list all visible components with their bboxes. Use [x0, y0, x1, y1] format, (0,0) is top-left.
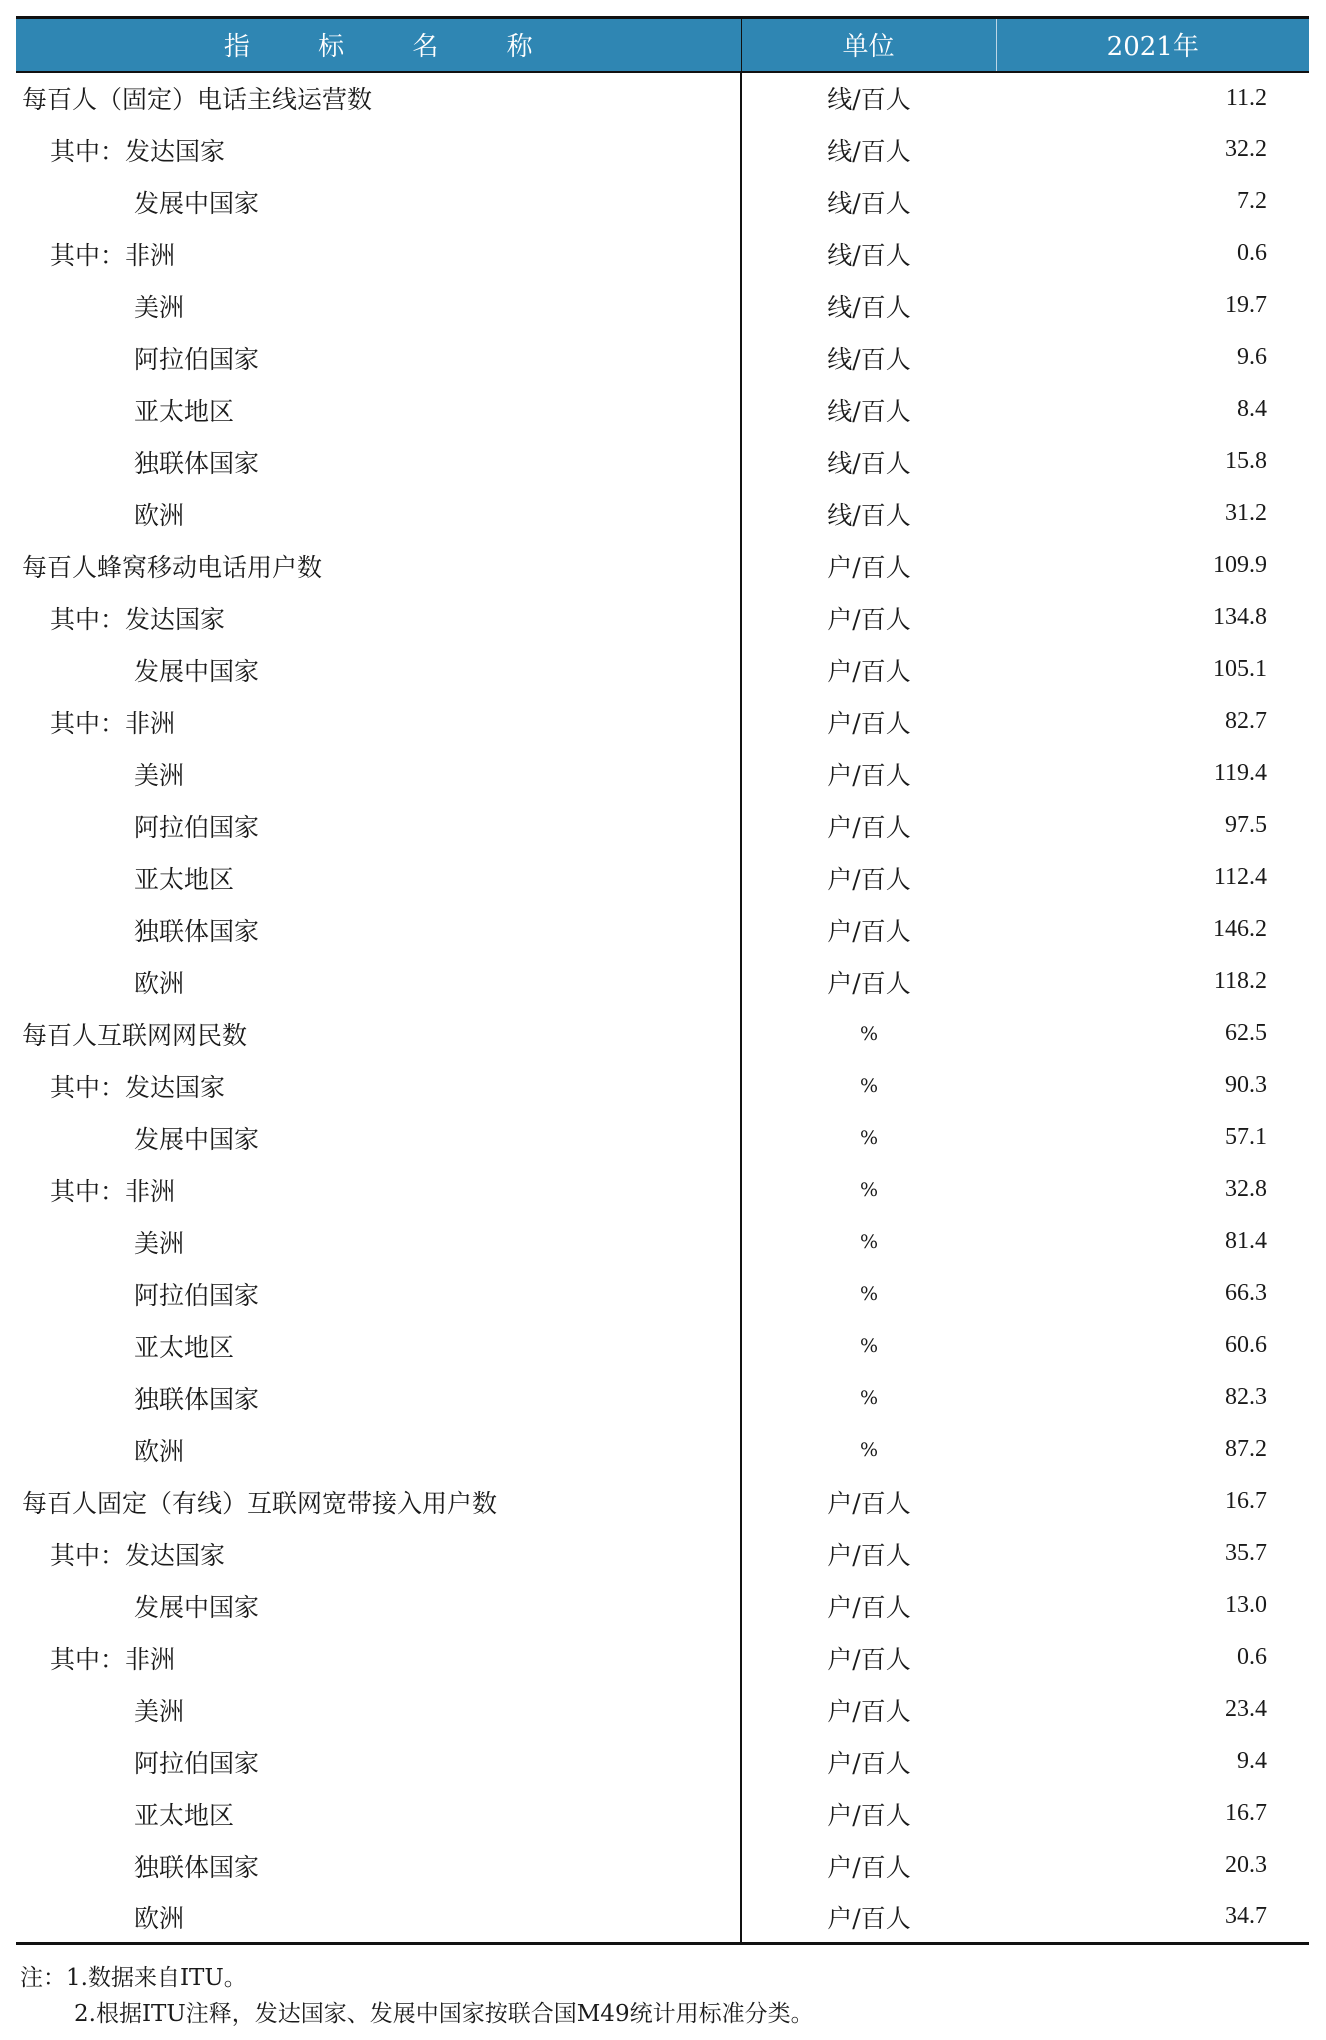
header-row	[16, 18, 1309, 72]
header-year: 2021年	[996, 18, 1309, 72]
value-cell: 87.2	[1225, 1436, 1267, 1462]
indicator-name: 阿拉伯国家	[134, 812, 260, 842]
header-indicator-name: 指 标 名 称	[16, 18, 741, 72]
table-row	[16, 1632, 1309, 1684]
value-cell: 105.1	[1213, 656, 1267, 682]
unit-cell: %	[741, 1060, 996, 1112]
unit-cell: 户/百人	[741, 1580, 996, 1632]
table-row	[16, 124, 1309, 176]
unit-cell: 户/百人	[741, 1684, 996, 1736]
indicator-name: 阿拉伯国家	[134, 1280, 260, 1310]
value-cell: 66.3	[1225, 1280, 1267, 1306]
table-row	[16, 800, 1309, 852]
value-cell: 32.8	[1225, 1176, 1267, 1202]
indicator-name: 美洲	[134, 1696, 185, 1726]
value-cell: 109.9	[1213, 552, 1267, 578]
table-row	[16, 1840, 1309, 1892]
indicator-name: 发展中国家	[134, 188, 260, 218]
value-cell: 23.4	[1225, 1696, 1267, 1722]
indicator-name: 每百人（固定）电话主线运营数	[22, 85, 373, 114]
indicator-name: 欧洲	[134, 1436, 185, 1466]
value-cell: 16.7	[1225, 1488, 1267, 1514]
value-cell: 97.5	[1225, 812, 1267, 838]
value-cell: 16.7	[1225, 1800, 1267, 1826]
value-cell: 119.4	[1213, 760, 1267, 786]
value-cell: 13.0	[1225, 1592, 1267, 1618]
table-row	[16, 1892, 1309, 1944]
value-cell: 31.2	[1225, 500, 1267, 526]
indicator-name: 其中：非洲	[50, 708, 176, 738]
table-row	[16, 1424, 1309, 1476]
header-unit: 单位	[741, 18, 996, 72]
value-cell: 9.6	[1237, 344, 1267, 370]
value-cell: 34.7	[996, 1892, 1309, 1944]
table-row	[16, 1528, 1309, 1580]
unit-cell: %	[741, 1372, 996, 1424]
table-row	[16, 748, 1309, 800]
unit-cell: 户/百人	[741, 644, 996, 696]
indicator-name: 独联体国家	[134, 1852, 260, 1882]
value-cell: 20.3	[1225, 1852, 1267, 1878]
table-row	[16, 332, 1309, 384]
unit-cell: 线/百人	[741, 72, 996, 124]
table-row	[16, 176, 1309, 228]
unit-cell: 线/百人	[741, 436, 996, 488]
unit-cell: 户/百人	[741, 592, 996, 644]
indicator-name: 其中：发达国家	[50, 1072, 226, 1102]
value-cell: 7.2	[1237, 188, 1267, 214]
table-notes	[20, 1960, 814, 2032]
unit-cell: 户/百人	[741, 1892, 996, 1944]
table-row	[16, 644, 1309, 696]
unit-cell: 线/百人	[741, 176, 996, 228]
table-row	[16, 1320, 1309, 1372]
value-cell: 112.4	[1213, 864, 1267, 890]
note-line-1: 注：1.数据来自ITU。	[20, 1965, 247, 1991]
unit-cell: 户/百人	[741, 1632, 996, 1684]
indicator-name: 美洲	[134, 1228, 185, 1258]
table-row	[16, 280, 1309, 332]
value-cell: 118.2	[1213, 968, 1267, 994]
indicator-name: 亚太地区	[134, 864, 235, 894]
indicator-name: 亚太地区	[134, 1800, 235, 1830]
value-cell: 8.4	[1237, 396, 1267, 422]
value-cell: 11.2	[1225, 84, 1267, 111]
indicator-name: 其中：发达国家	[50, 604, 226, 634]
table-row	[16, 1476, 1309, 1528]
indicator-name: 其中：发达国家	[50, 1540, 226, 1570]
indicator-name: 独联体国家	[134, 916, 260, 946]
table-row	[16, 384, 1309, 436]
unit-cell: %	[741, 1320, 996, 1372]
unit-cell: 线/百人	[741, 384, 996, 436]
table-row	[16, 1372, 1309, 1424]
indicator-name: 独联体国家	[134, 1384, 260, 1414]
indicator-name: 美洲	[134, 292, 185, 322]
table-row	[16, 696, 1309, 748]
unit-cell: %	[741, 1008, 996, 1060]
table-row	[16, 72, 1309, 124]
indicator-name: 其中：非洲	[50, 1644, 176, 1674]
indicator-name: 阿拉伯国家	[134, 1748, 260, 1778]
unit-cell: 户/百人	[741, 800, 996, 852]
table-row	[16, 1736, 1309, 1788]
unit-cell: 户/百人	[741, 1840, 996, 1892]
value-cell: 32.2	[1225, 136, 1267, 162]
unit-cell: 线/百人	[741, 280, 996, 332]
table-row	[16, 1580, 1309, 1632]
value-cell: 57.1	[1225, 1124, 1267, 1150]
indicator-name: 亚太地区	[134, 396, 235, 426]
indicator-name: 欧洲	[134, 968, 185, 998]
unit-cell: %	[741, 1164, 996, 1216]
unit-cell: 户/百人	[741, 904, 996, 956]
unit-cell: 户/百人	[741, 1476, 996, 1528]
indicator-name: 每百人互联网网民数	[22, 1020, 248, 1050]
indicator-name: 欧洲	[16, 1892, 741, 1944]
unit-cell: 线/百人	[741, 228, 996, 280]
unit-cell: 户/百人	[741, 696, 996, 748]
table-row	[16, 1008, 1309, 1060]
value-cell: 0.6	[1237, 1644, 1267, 1670]
value-cell: 82.3	[1225, 1384, 1267, 1410]
unit-cell: 户/百人	[741, 1528, 996, 1580]
table-row	[16, 956, 1309, 1008]
table-header	[16, 18, 1309, 72]
value-cell: 60.6	[1225, 1332, 1267, 1358]
note-line-2: 2.根据ITU注释，发达国家、发展中国家按联合国M49统计用标准分类。	[74, 2001, 814, 2027]
unit-cell: 线/百人	[741, 124, 996, 176]
unit-cell: 线/百人	[741, 488, 996, 540]
table-row	[16, 1684, 1309, 1736]
value-cell: 81.4	[1225, 1228, 1267, 1254]
unit-cell: 户/百人	[741, 956, 996, 1008]
unit-cell: %	[741, 1216, 996, 1268]
table-body	[16, 72, 1309, 1944]
indicator-name: 每百人固定（有线）互联网宽带接入用户数	[22, 1488, 498, 1518]
value-cell: 9.4	[1237, 1748, 1267, 1774]
indicator-name: 独联体国家	[134, 448, 260, 478]
indicator-name: 美洲	[134, 760, 185, 790]
unit-cell: 户/百人	[741, 852, 996, 904]
value-cell: 146.2	[1213, 916, 1267, 942]
indicator-name: 其中：发达国家	[50, 136, 226, 166]
table-row	[16, 436, 1309, 488]
unit-cell: %	[741, 1112, 996, 1164]
indicator-name: 亚太地区	[134, 1332, 235, 1362]
unit-cell: 线/百人	[741, 332, 996, 384]
value-cell: 62.5	[1225, 1020, 1267, 1046]
value-cell: 90.3	[1225, 1072, 1267, 1098]
statistics-table	[16, 16, 1309, 1945]
indicator-name: 发展中国家	[134, 1592, 260, 1622]
table-row	[16, 1788, 1309, 1840]
statistics-table-container	[16, 16, 1309, 1945]
unit-cell: %	[741, 1424, 996, 1476]
table-row	[16, 540, 1309, 592]
table-row	[16, 1268, 1309, 1320]
table-row	[16, 852, 1309, 904]
indicator-name: 发展中国家	[134, 656, 260, 686]
table-row	[16, 1112, 1309, 1164]
indicator-name: 发展中国家	[134, 1124, 260, 1154]
value-cell: 19.7	[1225, 292, 1267, 318]
table-row	[16, 488, 1309, 540]
table-row	[16, 228, 1309, 280]
value-cell: 0.6	[1237, 240, 1267, 266]
table-row	[16, 592, 1309, 644]
value-cell: 82.7	[1225, 708, 1267, 734]
value-cell: 134.8	[1213, 604, 1267, 630]
unit-cell: %	[741, 1268, 996, 1320]
table-row	[16, 1164, 1309, 1216]
unit-cell: 户/百人	[741, 1736, 996, 1788]
indicator-name: 其中：非洲	[50, 240, 176, 270]
unit-cell: 户/百人	[741, 1788, 996, 1840]
table-row	[16, 904, 1309, 956]
unit-cell: 户/百人	[741, 748, 996, 800]
indicator-name: 阿拉伯国家	[134, 344, 260, 374]
value-cell: 35.7	[1225, 1540, 1267, 1566]
indicator-name: 每百人蜂窝移动电话用户数	[22, 552, 323, 582]
table-row	[16, 1216, 1309, 1268]
indicator-name: 其中：非洲	[50, 1176, 176, 1206]
table-row	[16, 1060, 1309, 1112]
value-cell: 15.8	[1225, 448, 1267, 474]
indicator-name: 欧洲	[134, 500, 185, 530]
unit-cell: 户/百人	[741, 540, 996, 592]
